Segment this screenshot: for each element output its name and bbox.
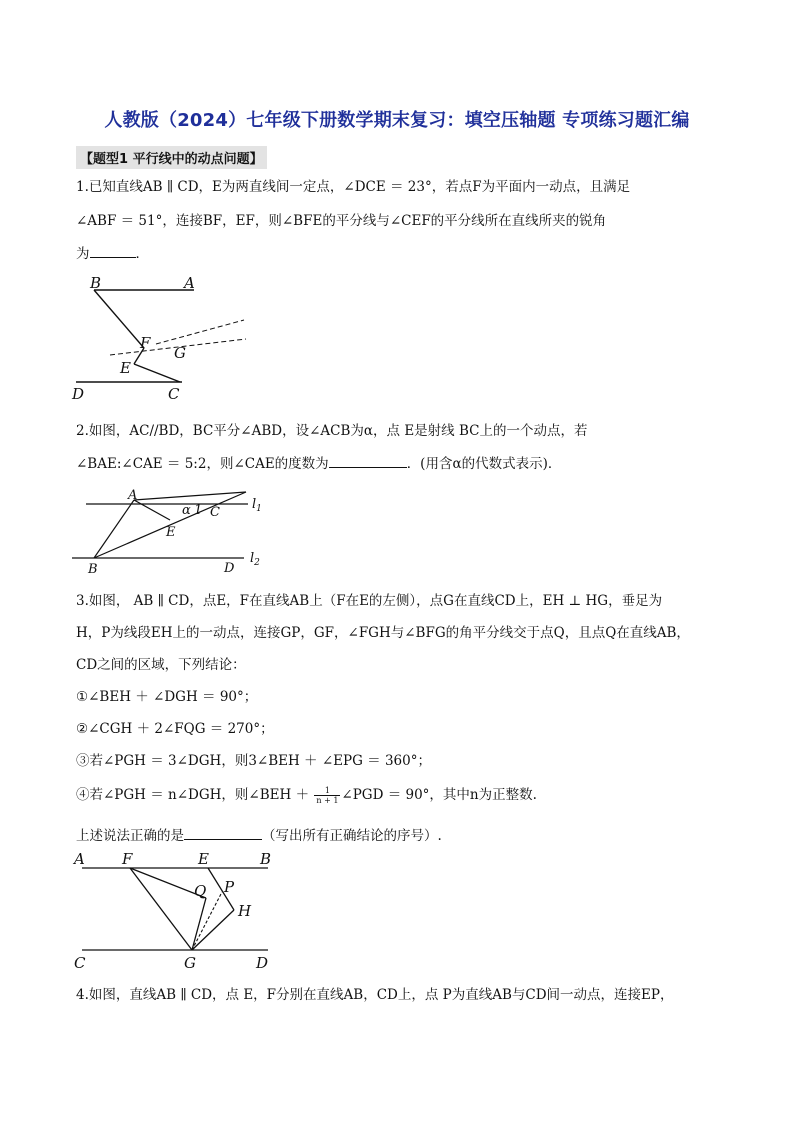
q3-ask-end: （写出所有正确结论的序号）. [262, 828, 442, 844]
q1-figure [70, 272, 260, 404]
q2-label-l1-main: l [252, 497, 257, 512]
q3-label-p: P [224, 878, 235, 896]
q2-label-l2 [250, 551, 260, 568]
q1-line-3 [76, 244, 149, 263]
q3-conclusion-4-start: ④若∠PGH ＝ n∠DGH，则∠BEH ＋ [76, 787, 310, 803]
q3-answer-blank[interactable] [184, 826, 262, 840]
q1-segment-bf [94, 290, 144, 348]
q3-conclusion-4 [76, 786, 537, 805]
q2-figure [70, 484, 270, 576]
q3-conclusion-1: ①∠BEH ＋ ∠DGH ＝ 90°； [76, 689, 258, 705]
q2-label-l1 [252, 497, 262, 514]
q3-line-3: CD之间的区域，下列结论： [76, 657, 246, 673]
q1-line-1: 1.已知直线AB ∥ CD，E为两直线间一定点，∠DCE ＝ 23°，若点F为平面内一动点，且满足 [76, 179, 631, 195]
q2-label-l1-sub: 1 [256, 504, 262, 514]
q2-answer-blank[interactable] [329, 454, 407, 468]
q3-conclusion-2: ②∠CGH ＋ 2∠FQG ＝ 270°； [76, 721, 274, 737]
q3-line-1: 3.如图， AB ∥ CD，点E，F在直线AB上（F在E的左侧），点G在直线CD上，EH ⊥ HG，垂足为 [76, 593, 663, 609]
q1-label-a: A [184, 274, 195, 292]
q1-label-g: G [174, 344, 186, 362]
q3-label-e: E [198, 850, 209, 868]
q2-line-2 [76, 454, 561, 473]
section-header: 【题型1 平行线中的动点问题】 [76, 146, 267, 169]
q3-label-g: G [184, 954, 196, 972]
q2-line-1: 2.如图，AC//BD，BC平分∠ABD，设∠ACB为α，点 E是射线 BC上的一个动点，若 [76, 423, 588, 439]
q2-label-b: B [88, 562, 98, 577]
q3-label-q: Q [194, 882, 207, 900]
q2-label-angle-one: 1 [194, 503, 203, 518]
q3-line-2: H，P为线段EH上的一动点，连接GP，GF，∠FGH与∠BFG的角平分线交于点Q，且点Q在直线AB， [76, 625, 690, 641]
q2-label-d: D [224, 561, 235, 576]
q3-fraction-denominator: n + 1 [316, 796, 339, 805]
q2-label-alpha: α [182, 503, 191, 518]
q1-line-3-text: 为 [76, 246, 90, 262]
q3-segment-gp [192, 892, 222, 950]
q2-label-a: A [128, 488, 138, 503]
q1-label-d: D [72, 385, 85, 403]
q3-label-f: F [122, 850, 133, 868]
page-title: 人教版（2024）七年级下册数学期末复习：填空压轴题 专项练习题汇编 [104, 110, 690, 131]
q2-label-c: C [210, 505, 220, 520]
q2-segment-ae [134, 500, 170, 520]
q2-line-2-text: ∠BAE:∠CAE ＝ 5:2，则∠CAE的度数为 [76, 456, 329, 472]
q1-label-f: F [140, 334, 151, 352]
q1-line-2: ∠ABF ＝ 51°，连接BF，EF，则∠BFE的平分线与∠CEF的平分线所在直线所夹的锐角 [76, 213, 607, 229]
q3-label-d: D [256, 954, 269, 972]
q3-label-h: H [238, 902, 252, 920]
q3-label-c: C [74, 954, 86, 972]
q4-line-1: 4.如图，直线AB ∥ CD，点 E，F分别在直线AB，CD上，点 P为直线AB与CD间一动点，连接EP， [76, 987, 674, 1003]
q3-ask-text: 上述说法正确的是 [76, 828, 184, 844]
q3-fraction [314, 786, 340, 805]
q3-label-b: B [260, 850, 272, 868]
q3-label-a: A [74, 850, 85, 868]
q3-ask [76, 826, 442, 845]
q3-figure [70, 850, 280, 972]
q3-conclusion-3: ③若∠PGH ＝ 3∠DGH，则3∠BEH ＋ ∠EPG ＝ 360°； [76, 753, 431, 769]
q1-label-b: B [90, 274, 102, 292]
q3-conclusion-4-end: ∠PGD ＝ 90°，其中n为正整数. [341, 787, 537, 803]
q2-label-l2-main: l [250, 551, 255, 566]
q2-label-l2-sub: 2 [254, 558, 260, 568]
q1-segment-ec [134, 364, 180, 382]
q3-segment-qg [192, 898, 206, 950]
q1-label-c: C [168, 385, 180, 403]
q1-answer-blank[interactable] [90, 244, 136, 258]
q2-label-e: E [166, 525, 176, 540]
q1-label-e: E [120, 359, 131, 377]
q3-segment-hg [192, 910, 234, 950]
q3-fraction-numerator: 1 [314, 786, 340, 796]
q1-line-3-end: ． [135, 246, 149, 262]
q2-line-2-end: ．(用含α的代数式表示)． [406, 456, 562, 472]
